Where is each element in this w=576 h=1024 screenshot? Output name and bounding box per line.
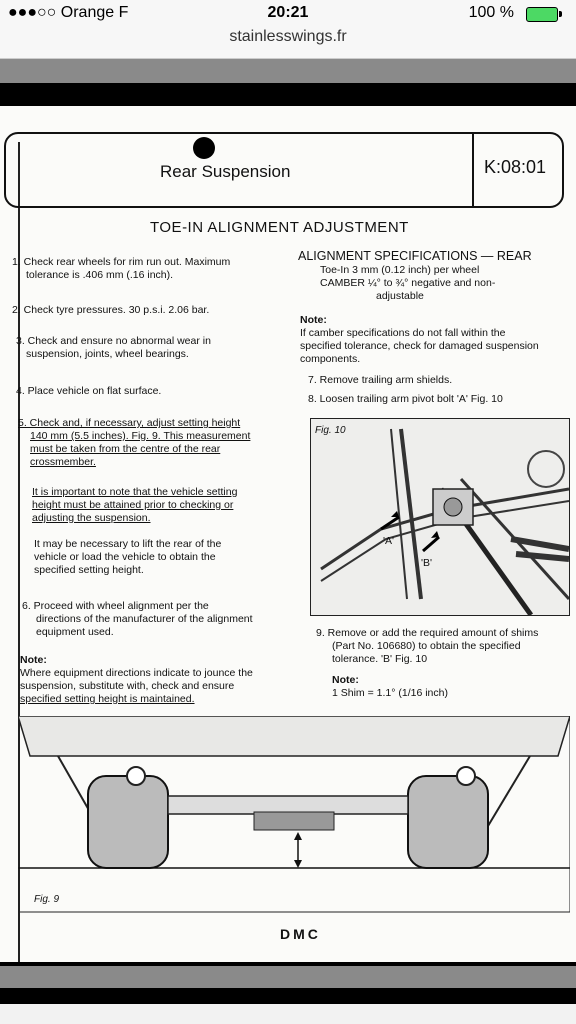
right-note2-label: Note: — [332, 674, 359, 686]
step-3-line-1: 3. Check and ensure no abnormal wear in — [16, 335, 211, 347]
step-5-line-2: 140 mm (5.5 inches). Fig. 9. This measurement — [30, 430, 251, 442]
step-6-line-1: 6. Proceed with wheel alignment per the — [22, 600, 209, 612]
important-line-1: It is important to note that the vehicle setting — [32, 486, 238, 498]
step-1-line-2: tolerance is .406 mm (.16 inch). — [26, 269, 174, 281]
right-note-label: Note: — [300, 314, 327, 326]
left-note-line-1: Where equipment directions indicate to jounce the — [20, 667, 253, 679]
spec-toe-in: Toe-In 3 mm (0.12 inch) per wheel — [320, 264, 480, 276]
spec-camber: CAMBER ¼° to ¾° negative and non- — [320, 277, 496, 289]
scan-border-top — [0, 83, 576, 106]
left-note-label: Note: — [20, 654, 47, 666]
step-6-line-3: equipment used. — [36, 626, 114, 638]
spec-title: ALIGNMENT SPECIFICATIONS — REAR — [298, 249, 532, 263]
figure-10-label: Fig. 10 — [315, 425, 346, 436]
next-page-edge — [0, 1004, 576, 1024]
punch-hole — [193, 137, 215, 159]
right-note-line-2: specified tolerance, check for damaged suspension — [300, 340, 539, 352]
battery-icon — [526, 7, 558, 22]
page-gutter-top — [0, 59, 576, 83]
lift-note-line-3: specified setting height. — [34, 564, 144, 576]
section-code: K:08:01 — [484, 157, 547, 177]
right-note-line-3: components. — [300, 353, 361, 365]
important-line-3: adjusting the suspension. — [32, 512, 151, 524]
clock: 20:21 — [267, 4, 309, 21]
step-4: 4. Place vehicle on flat surface. — [16, 385, 162, 397]
figure-10-drawing — [311, 419, 569, 615]
left-note-line-3: specified setting height is maintained. — [20, 693, 195, 705]
left-note-line-2: suspension, substitute with, check and ensure — [20, 680, 235, 692]
step-5-line-1: 5. Check and, if necessary, adjust setting height — [18, 417, 241, 429]
carrier-signal: ●●●○○ Orange F — [8, 4, 129, 21]
battery-percentage: 100 % — [468, 4, 514, 21]
scan-border-bottom-2 — [0, 988, 576, 1004]
section-title: Rear Suspension — [160, 162, 291, 181]
step-2: 2. Check tyre pressures. 30 p.s.i. 2.06 bar. — [12, 304, 210, 316]
url-text[interactable]: stainlesswings.fr — [229, 28, 347, 45]
step-3-line-2: suspension, joints, wheel bearings. — [26, 348, 189, 360]
dmc-logo: DMC — [280, 926, 321, 942]
step-9-line-2: (Part No. 106680) to obtain the specified — [332, 640, 521, 652]
figure-9-drawing — [18, 716, 570, 916]
address-bar[interactable] — [0, 24, 576, 59]
step-9-line-1: 9. Remove or add the required amount of shims — [316, 627, 539, 639]
shim-spec: 1 Shim = 1.1° (1/16 inch) — [332, 687, 448, 699]
document-page — [0, 106, 576, 962]
right-note-line-1: If camber specifications do not fall within the — [300, 327, 506, 339]
step-5-line-4: crossmember. — [30, 456, 96, 468]
step-1-line-1: 1. Check rear wheels for rim run out. Maximum — [12, 256, 231, 268]
figure-10 — [310, 418, 570, 616]
spec-camber-2: adjustable — [376, 290, 424, 302]
callout-a: 'A' — [383, 535, 395, 547]
figure-9-label: Fig. 9 — [34, 894, 60, 905]
step-7: 7. Remove trailing arm shields. — [308, 374, 453, 386]
status-bar — [0, 0, 576, 24]
document-title: TOE-IN ALIGNMENT ADJUSTMENT — [150, 219, 409, 236]
step-9-line-3: tolerance. 'B' Fig. 10 — [332, 653, 428, 665]
step-8: 8. Loosen trailing arm pivot bolt 'A' Fig. 10 — [308, 393, 503, 405]
lift-note-line-2: vehicle or load the vehicle to obtain the — [34, 551, 216, 563]
step-6-line-2: directions of the manufacturer of the alignment — [36, 613, 253, 625]
callout-b: 'B' — [421, 557, 433, 569]
important-line-2: height must be attained prior to checking or — [32, 499, 234, 511]
step-5-line-3: must be taken from the centre of the rear — [30, 443, 221, 455]
figure-9 — [18, 716, 570, 916]
lift-note-line-1: It may be necessary to lift the rear of the — [34, 538, 222, 550]
page-gutter-bottom — [0, 966, 576, 988]
